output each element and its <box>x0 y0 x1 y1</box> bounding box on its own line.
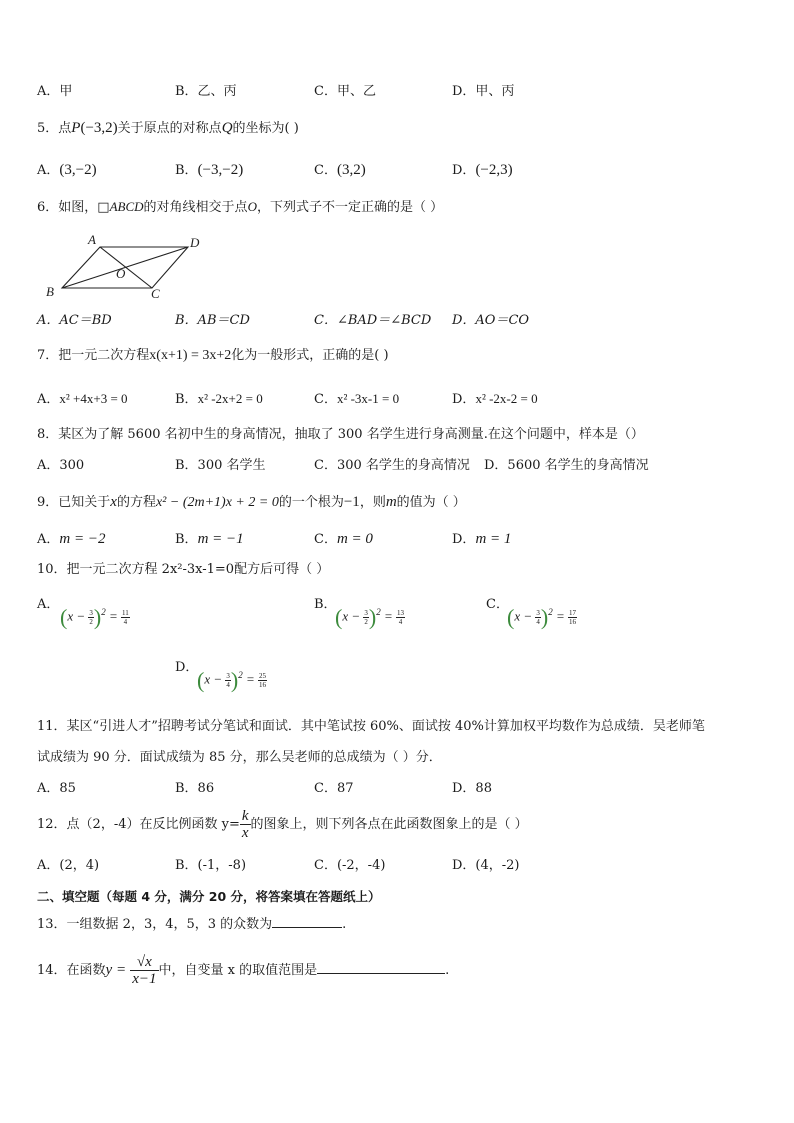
question-14-stem: 14．在函数y = $\frac{√x}{x-1}$ 中，自变量 x 的取值范围是 . <box>37 954 450 987</box>
question-5-stem: 5．点P(−3,2)关于原点的对称点Q的坐标为( ) <box>37 120 299 136</box>
label-d: D <box>190 235 200 250</box>
q5-option-b: B．(−3,−2) <box>175 162 244 178</box>
q4-option-b: B．乙、丙 <box>175 84 237 99</box>
question-12-stem: 12．点（2，-4）在反比例函数 y= $\frac{k}{x}$ 的图象上，则下列各点在此函数图象上的是（ ） <box>37 808 528 841</box>
q8-option-b: B．300 名学生 <box>175 458 266 473</box>
question-8-stem: 8．某区为了解 5600 名初中生的身高情况，抽取了 300 名学生进行身高测量.在这个问题中，样本是（） <box>37 427 644 442</box>
q4-option-a: A．甲 <box>37 84 73 99</box>
q10-option-d-expr: (x − $\frac{3}{4}$ )$^2$ = $\frac{25}{16}$ <box>197 667 266 693</box>
q9-option-b: B．m = −1 <box>175 531 244 547</box>
q12-option-b: B．(-1，-8) <box>175 858 247 873</box>
q10-option-b-label: B． <box>314 597 337 612</box>
q6-option-b: B．AB＝CD <box>175 313 250 328</box>
question-11-line-2: 试成绩为 90 分．面试成绩为 85 分，那么吴老师的总成绩为（ ）分． <box>37 750 442 765</box>
q12-option-a: A．(2，4) <box>37 858 100 873</box>
q7-option-c: C．x² -3x-1 = 0 <box>314 391 400 407</box>
q10-option-c-label: C． <box>486 597 509 612</box>
q7-option-a: A．x² +4x+3 = 0 <box>37 391 128 407</box>
q11-option-c: C．87 <box>314 781 354 796</box>
label-b: B <box>46 284 54 299</box>
label-a: A <box>88 232 96 247</box>
question-7-stem: 7．把一元二次方程x(x+1) = 3x+2化为一般形式，正确的是( ) <box>37 348 389 363</box>
q8-option-a: A．300 <box>37 458 85 473</box>
q11-option-d: D．88 <box>452 781 492 796</box>
label-c: C <box>151 286 160 301</box>
question-13-stem: 13．一组数据 2，3，4，5，3 的众数为 . <box>37 917 347 932</box>
parallelogram-figure <box>40 230 210 302</box>
answer-blank-14[interactable] <box>317 961 445 974</box>
q9-option-c: C．m = 0 <box>314 531 373 547</box>
q5-option-d: D．(−2,3) <box>452 162 513 178</box>
q6-option-d: D．AO＝CO <box>452 313 530 328</box>
question-9-stem: 9．已知关于x的方程x² − (2m+1)x + 2 = 0的一个根为−1，则m的值为（ ） <box>37 494 466 510</box>
section-2-heading: 二、填空题（每题 4 分，满分 20 分，将答案填在答题纸上） <box>37 889 381 904</box>
q7-option-b: B．x² -2x+2 = 0 <box>175 391 263 407</box>
q10-option-a-label: A． <box>37 597 60 612</box>
q9-option-a: A．m = −2 <box>37 531 106 547</box>
q10-option-a-expr: (x − $\frac{3}{2}$ )$^2$ = $\frac{11}{4}$ <box>60 604 129 630</box>
question-10-stem: 10．把一元二次方程 2x²-3x-1=0配方后可得（ ） <box>37 562 330 577</box>
fraction-sqrt-x-over-x-minus-1: $\frac{√x}{x-1}$ <box>132 954 157 987</box>
q7-option-d: D．x² -2x-2 = 0 <box>452 391 538 407</box>
q11-option-b: B．86 <box>175 781 215 796</box>
question-6-stem: 6．如图，□ABCD的对角线相交于点O，下列式子不一定正确的是（ ） <box>37 199 444 215</box>
q4-option-c: C．甲、乙 <box>314 84 376 99</box>
q11-option-a: A．85 <box>37 781 76 796</box>
q5-option-c: C．(3,2) <box>314 162 366 178</box>
fraction-k-over-x: $\frac{k}{x}$ <box>241 808 249 841</box>
q8-option-c: C．300 名学生的身高情况 <box>314 458 470 473</box>
q10-option-b-expr: (x − $\frac{3}{2}$ )$^2$ = $\frac{13}{4}$ <box>335 604 404 630</box>
answer-blank-13[interactable] <box>272 915 342 928</box>
q8-option-d: D．5600 名学生的身高情况 <box>484 458 649 473</box>
q6-option-c: C．∠BAD＝∠BCD <box>314 313 432 328</box>
q12-option-c: C．(-2，-4) <box>314 858 386 873</box>
q10-option-d-label: D． <box>175 660 199 675</box>
label-o: O <box>116 266 126 281</box>
question-11-line-1: 11．某区“引进人才”招聘考试分笔试和面试．其中笔试按 60%、面试按 40%计算加权平均数作为总成绩．吴老师笔 <box>37 719 705 734</box>
q9-option-d: D．m = 1 <box>452 531 512 547</box>
q10-option-c-expr: (x − $\frac{3}{4}$ )$^2$ = $\frac{17}{16}$ <box>507 604 576 630</box>
q5-option-a: A．(3,−2) <box>37 162 97 178</box>
q4-option-d: D．甲、丙 <box>452 84 515 99</box>
q6-option-a: A．AC＝BD <box>37 313 112 328</box>
q12-option-d: D．(4，-2) <box>452 858 520 873</box>
